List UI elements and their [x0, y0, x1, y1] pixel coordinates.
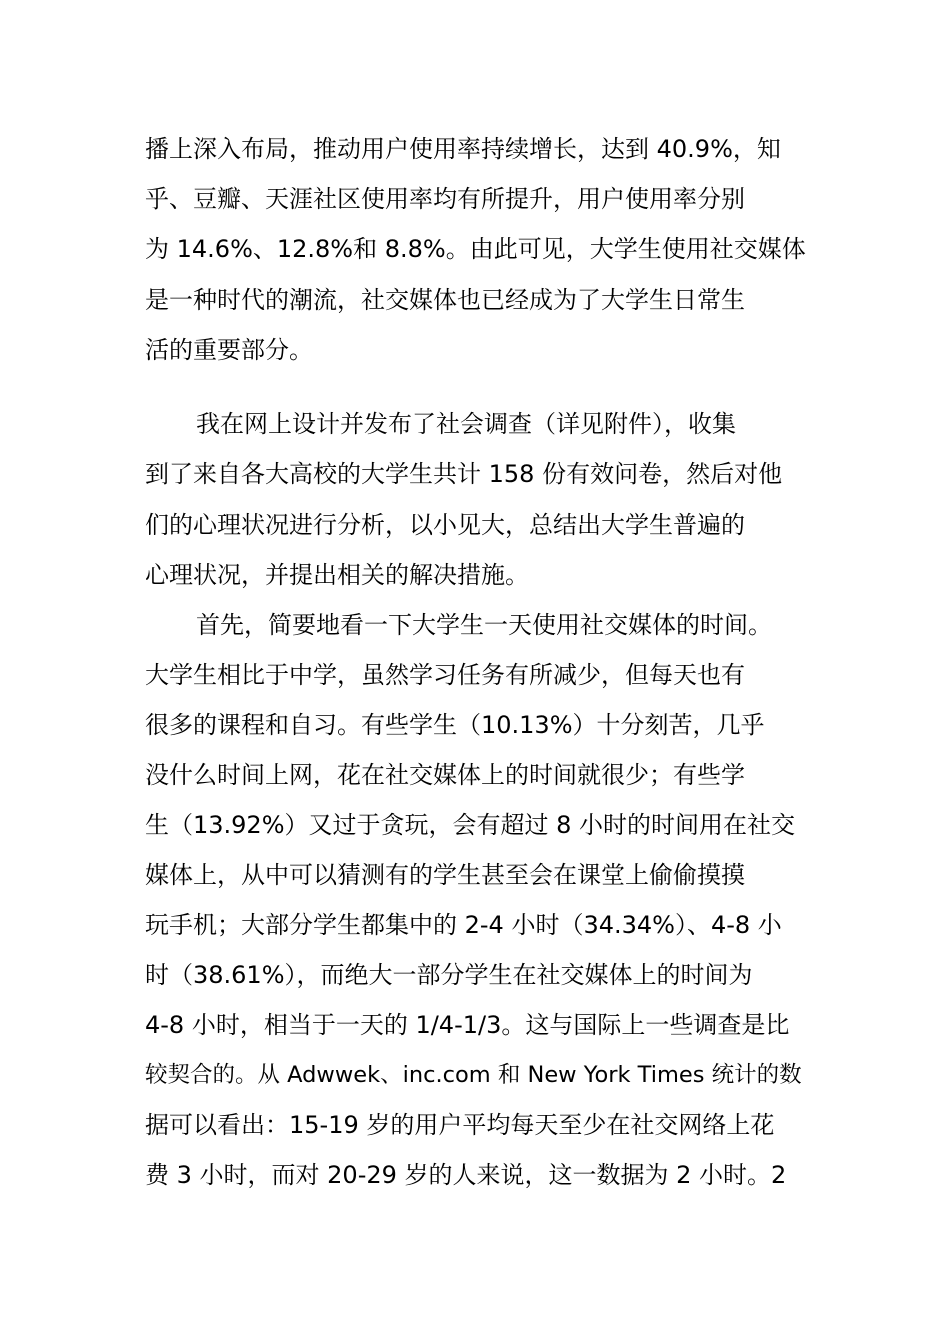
text-line: 是一种时代的潮流，社交媒体也已经成为了大学生日常生 — [145, 286, 745, 314]
text-line: 大学生相比于中学，虽然学习任务有所减少，但每天也有 — [145, 661, 745, 689]
text-line: 为 14.6%、12.8%和 8.8%。由此可见，大学生使用社交媒体 — [145, 235, 806, 263]
text-line: 媒体上，从中可以猜测有的学生甚至会在课堂上偷偷摸摸 — [145, 861, 745, 889]
text-line: 乎、豆瓣、天涯社区使用率均有所提升，用户使用率分别 — [145, 185, 745, 213]
text-line: 生（13.92%）又过于贪玩，会有超过 8 小时的时间用在社交 — [145, 811, 796, 839]
text-line: 活的重要部分。 — [145, 336, 313, 364]
text-line: 费 3 小时，而对 20-29 岁的人来说，这一数据为 2 小时。2 — [145, 1161, 787, 1189]
text-line: 很多的课程和自习。有些学生（10.13%）十分刻苦，几乎 — [145, 711, 765, 739]
text-line: 播上深入布局，推动用户使用率持续增长，达到 40.9%，知 — [145, 135, 781, 163]
text-line: 较契合的。从 Adwwek、inc.com 和 New York Times 统计的数 — [145, 1062, 802, 1088]
text-line: 4-8 小时，相当于一天的 1/4-1/3。这与国际上一些调查是比 — [145, 1011, 790, 1039]
text-line: 心理状况，并提出相关的解决措施。 — [145, 561, 529, 589]
text-line: 我在网上设计并发布了社会调查（详见附件），收集 — [196, 410, 736, 438]
text-line: 时（38.61%），而绝大一部分学生在社交媒体上的时间为 — [145, 961, 753, 989]
text-line: 玩手机；大部分学生都集中的 2-4 小时（34.34%）、4-8 小 — [145, 911, 782, 939]
text-line: 们的心理状况进行分析，以小见大，总结出大学生普遍的 — [145, 511, 745, 539]
text-line: 到了来自各大高校的大学生共计 158 份有效问卷，然后对他 — [145, 460, 783, 488]
text-line: 没什么时间上网，花在社交媒体上的时间就很少；有些学 — [145, 761, 745, 789]
text-line: 首先，简要地看一下大学生一天使用社交媒体的时间。 — [196, 611, 772, 639]
text-line: 据可以看出：15-19 岁的用户平均每天至少在社交网络上花 — [145, 1111, 775, 1139]
